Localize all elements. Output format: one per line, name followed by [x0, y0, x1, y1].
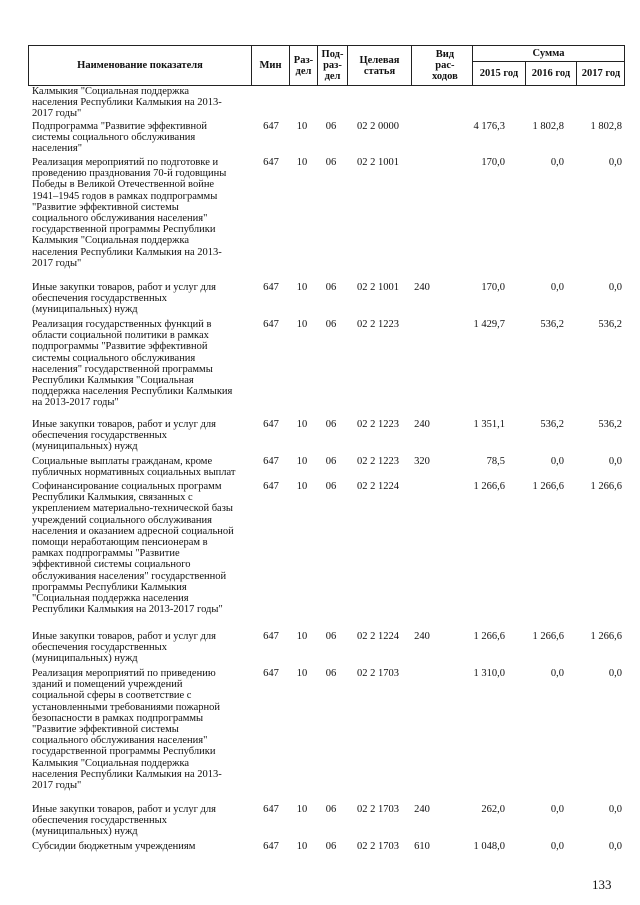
row-vid-rashodov: 240	[414, 419, 430, 430]
row-sum-2016: 0,0	[550, 804, 564, 815]
table-header	[28, 45, 625, 86]
row-celevaya-statya: 02 2 1703	[357, 804, 399, 815]
row-sum-2017: 0,0	[608, 456, 622, 467]
row-podrazdel: 06	[325, 481, 337, 492]
row-name: Подпрограмма "Развитие эффективной системы социального обслуживания населения"	[32, 121, 207, 155]
row-podrazdel: 06	[325, 668, 337, 679]
row-celevaya-statya: 02 2 1224	[357, 481, 399, 492]
row-min: 647	[263, 319, 279, 330]
row-sum-2017: 1 266,6	[590, 481, 622, 492]
row-min: 647	[263, 668, 279, 679]
row-podrazdel: 06	[325, 419, 337, 430]
row-sum-2017: 1 802,8	[590, 121, 622, 132]
row-name: Субсидии бюджетным учреждениям	[32, 841, 196, 852]
row-name: Иные закупки товаров, работ и услуг для обеспечения государственных (муниципальных) нужд	[32, 419, 216, 453]
row-podrazdel: 06	[325, 804, 337, 815]
row-sum-2015: 1 266,6	[473, 481, 505, 492]
row-celevaya-statya: 02 2 1703	[357, 841, 399, 852]
row-podrazdel: 06	[325, 319, 337, 330]
row-sum-2015: 1 429,7	[473, 319, 505, 330]
row-sum-2015: 1 351,1	[473, 419, 505, 430]
row-name: Иные закупки товаров, работ и услуг для обеспечения государственных (муниципальных) нужд	[32, 804, 216, 838]
row-min: 647	[263, 282, 279, 293]
row-sum-2017: 0,0	[608, 804, 622, 815]
header-min: Мин	[251, 46, 289, 85]
header-vid-rashodov: Вид рас- ходов	[411, 46, 472, 85]
row-vid-rashodov: 320	[414, 456, 430, 467]
row-sum-2017: 0,0	[608, 841, 622, 852]
row-min: 647	[263, 804, 279, 815]
header-year-2015: 2015 год	[472, 62, 525, 85]
row-razdel: 10	[296, 481, 308, 492]
row-name: Калмыкия "Социальная поддержка населения Республики Калмыкия на 2013- 2017 годы"	[32, 86, 222, 120]
row-sum-2015: 262,0	[481, 804, 505, 815]
row-podrazdel: 06	[325, 631, 337, 642]
row-razdel: 10	[296, 456, 308, 467]
row-celevaya-statya: 02 2 1001	[357, 157, 399, 168]
row-sum-2016: 1 802,8	[532, 121, 564, 132]
row-sum-2017: 536,2	[598, 419, 622, 430]
row-vid-rashodov: 610	[414, 841, 430, 852]
row-name: Иные закупки товаров, работ и услуг для обеспечения государственных (муниципальных) нужд	[32, 631, 216, 665]
row-sum-2016: 1 266,6	[532, 631, 564, 642]
row-min: 647	[263, 631, 279, 642]
row-podrazdel: 06	[325, 157, 337, 168]
row-sum-2016: 0,0	[550, 841, 564, 852]
row-celevaya-statya: 02 2 1224	[357, 631, 399, 642]
row-name: Реализация мероприятий по приведению зданий и помещений учреждений социальной сферы в соответствие с установленными требованиями пожарной безопасности в рамках подпрограммы "Развитие эффективной системы социального обслуживания населения" государственной программы Республики Калмыкия "Социальная поддержка населения Республики Калмыкия на 2013- 2017 годы"	[32, 668, 222, 792]
row-razdel: 10	[296, 121, 308, 132]
row-name: Реализация мероприятий по подготовке и проведению празднования 70-й годовщины Победы в Великой Отечественной войне 1941–1945 годов в рамках подпрограммы "Развитие эффективной системы социального обслуживания населения" государственной программы Республики Калмыкия "Социальная поддержка населения Республики Калмыкия на 2013- 2017 годы"	[32, 157, 227, 269]
header-year-2016: 2016 год	[525, 62, 576, 85]
row-celevaya-statya: 02 2 1223	[357, 456, 399, 467]
row-sum-2016: 536,2	[540, 419, 564, 430]
row-min: 647	[263, 841, 279, 852]
row-razdel: 10	[296, 419, 308, 430]
row-sum-2016: 0,0	[550, 456, 564, 467]
row-sum-2017: 0,0	[608, 282, 622, 293]
row-vid-rashodov: 240	[414, 804, 430, 815]
row-sum-2017: 0,0	[608, 668, 622, 679]
row-name: Социальные выплаты гражданам, кроме публичных нормативных социальных выплат	[32, 456, 236, 479]
row-razdel: 10	[296, 282, 308, 293]
row-celevaya-statya: 02 2 1001	[357, 282, 399, 293]
row-vid-rashodov: 240	[414, 631, 430, 642]
row-razdel: 10	[296, 841, 308, 852]
row-razdel: 10	[296, 319, 308, 330]
row-name: Софинансирование социальных программ Республики Калмыкия, связанных с укреплением материально-технической базы учреждений социального обслуживания населения и оказанием адресной социальной помощи неработающим пенсионерам в рамках подпрограммы "Развитие эффективной системы социального обслуживания населения" государственной программы Республики Калмыкия "Социальная поддержка населения Республики Калмыкия на 2013-2017 годы"	[32, 481, 234, 616]
row-vid-rashodov: 240	[414, 282, 430, 293]
row-sum-2016: 0,0	[550, 282, 564, 293]
row-podrazdel: 06	[325, 282, 337, 293]
header-podrazdel: Под- раз- дел	[317, 46, 347, 85]
row-razdel: 10	[296, 804, 308, 815]
row-name: Реализация государственных функций в области социальной политики в рамках подпрограммы "Развитие эффективной системы социального обслуживания населения" государственной программы Республики Калмыкия "Социальная поддержка населения Республики Калмыкия на 2013-2017 годы"	[32, 319, 233, 409]
row-celevaya-statya: 02 2 0000	[357, 121, 399, 132]
row-razdel: 10	[296, 157, 308, 168]
row-sum-2015: 1 310,0	[473, 668, 505, 679]
row-podrazdel: 06	[325, 841, 337, 852]
row-sum-2015: 1 266,6	[473, 631, 505, 642]
row-sum-2015: 78,5	[486, 456, 505, 467]
row-sum-2017: 1 266,6	[590, 631, 622, 642]
row-min: 647	[263, 157, 279, 168]
row-razdel: 10	[296, 668, 308, 679]
row-min: 647	[263, 481, 279, 492]
row-celevaya-statya: 02 2 1223	[357, 419, 399, 430]
row-sum-2017: 0,0	[608, 157, 622, 168]
header-year-2017: 2017 год	[576, 62, 625, 85]
page-number: 133	[592, 877, 612, 892]
row-sum-2017: 536,2	[598, 319, 622, 330]
row-sum-2016: 0,0	[550, 668, 564, 679]
row-sum-2015: 4 176,3	[473, 121, 505, 132]
header-razdel: Раз- дел	[289, 46, 317, 85]
row-min: 647	[263, 121, 279, 132]
header-summa: Сумма	[472, 46, 624, 62]
row-min: 647	[263, 456, 279, 467]
row-celevaya-statya: 02 2 1223	[357, 319, 399, 330]
row-sum-2015: 170,0	[481, 282, 505, 293]
row-podrazdel: 06	[325, 121, 337, 132]
row-razdel: 10	[296, 631, 308, 642]
row-min: 647	[263, 419, 279, 430]
row-sum-2015: 1 048,0	[473, 841, 505, 852]
row-celevaya-statya: 02 2 1703	[357, 668, 399, 679]
row-podrazdel: 06	[325, 456, 337, 467]
row-sum-2016: 536,2	[540, 319, 564, 330]
header-name: Наименование показателя	[77, 60, 203, 71]
row-sum-2016: 0,0	[550, 157, 564, 168]
row-name: Иные закупки товаров, работ и услуг для обеспечения государственных (муниципальных) нужд	[32, 282, 216, 316]
header-celevaya-statya: Целевая статья	[347, 46, 411, 85]
row-sum-2015: 170,0	[481, 157, 505, 168]
row-sum-2016: 1 266,6	[532, 481, 564, 492]
